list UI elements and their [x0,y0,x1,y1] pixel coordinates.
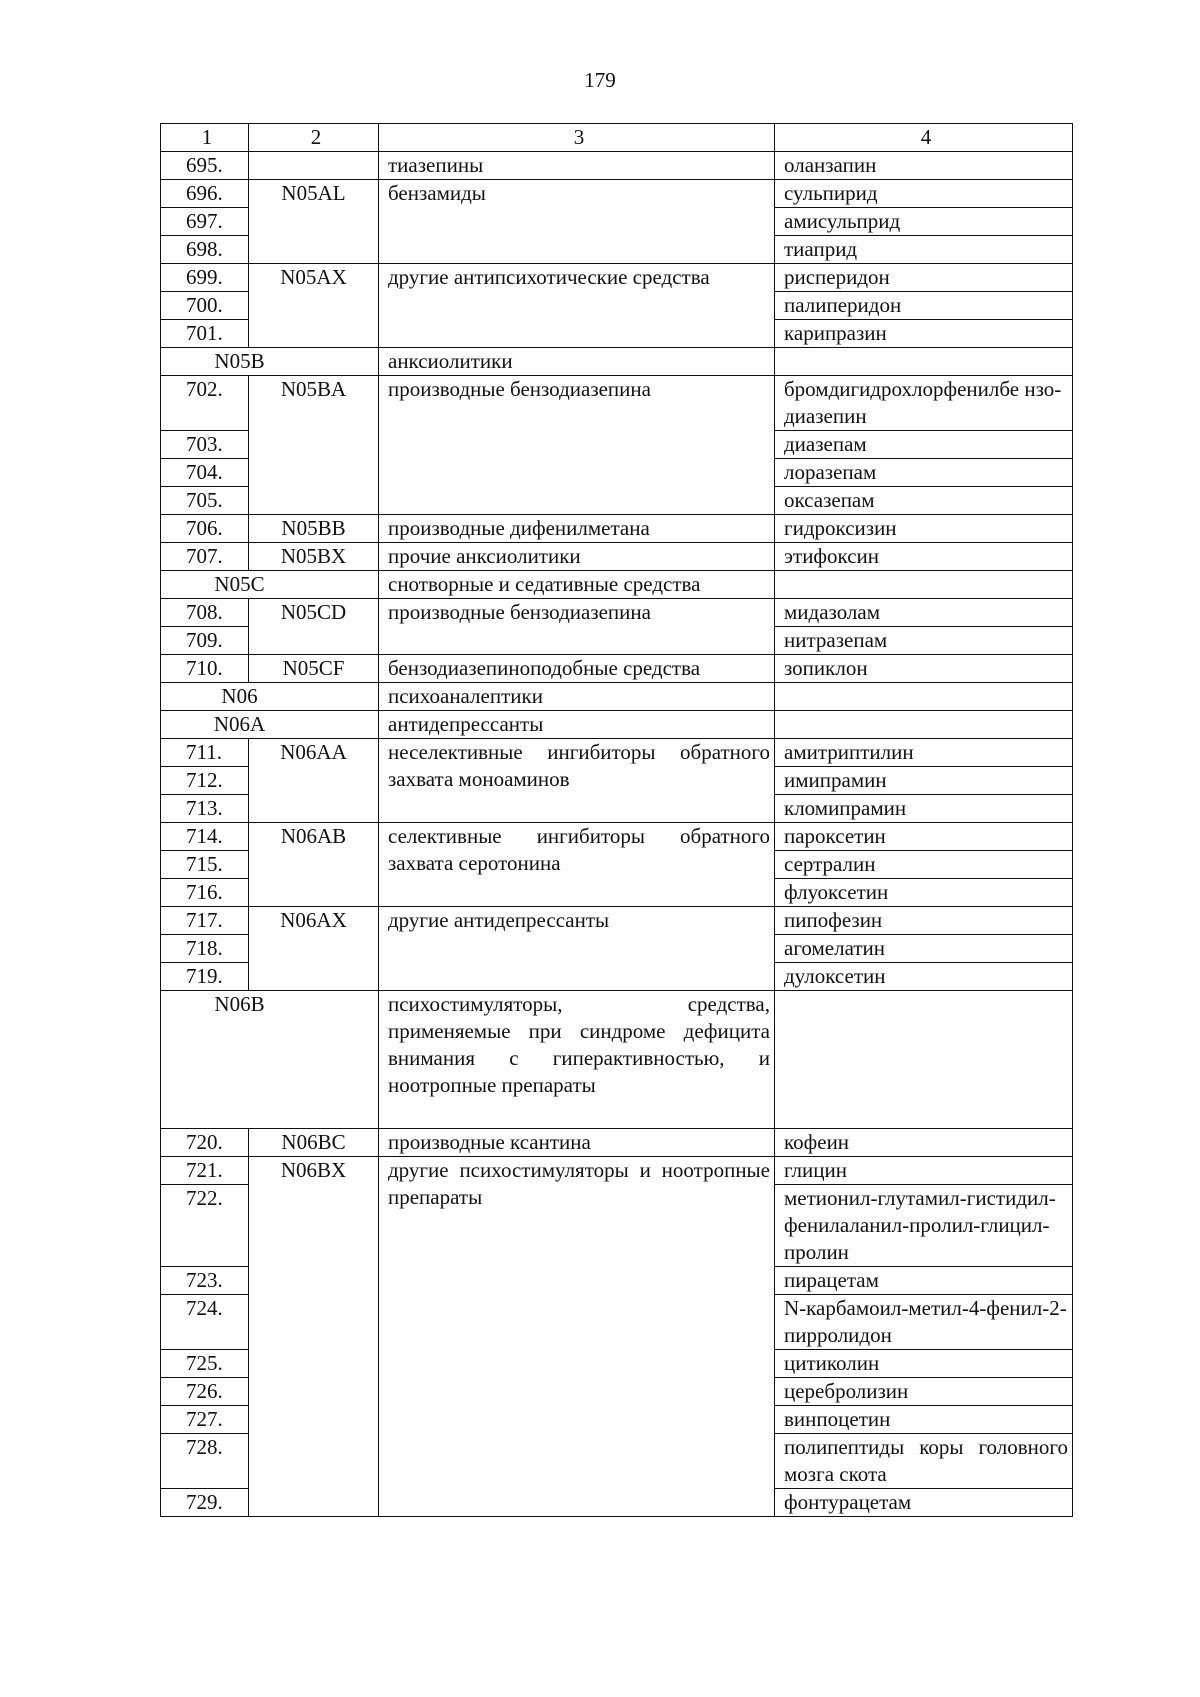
drug-name: нитразепам [775,627,1073,655]
table-row [161,180,1073,208]
group-row [161,991,1073,1129]
atc-code: N06BC [249,1129,379,1157]
drug-name: оксазепам [775,487,1073,515]
header-cell-1: 1 [161,124,249,152]
page-number: 179 [584,68,616,92]
drug-name [775,991,1073,1129]
group-code: N05C [161,571,379,599]
row-number: 725. [161,1350,249,1378]
table-row [161,543,1073,571]
group-code: N05B [161,348,379,376]
group-code: N06B [161,991,379,1129]
atc-code: N06AB [249,823,379,907]
table-row [161,264,1073,292]
table-row [161,1157,1073,1185]
drug-name: сертралин [775,851,1073,879]
table-row [161,823,1073,851]
row-number: 717. [161,907,249,935]
drug-name: N-карбамоил-метил-4-фенил-2-пирролидон [775,1295,1073,1350]
row-number: 699. [161,264,249,292]
atc-code [249,152,379,180]
group-row [161,683,1073,711]
group-name: анксиолитики [379,348,775,376]
drug-name: тиаприд [775,236,1073,264]
group-name: психоаналептики [379,683,775,711]
header-cell-2: 2 [249,124,379,152]
row-number: 718. [161,935,249,963]
drug-name: кломипрамин [775,795,1073,823]
row-number: 706. [161,515,249,543]
drug-name: рисперидон [775,264,1073,292]
drug-name: палиперидон [775,292,1073,320]
drug-name: сульпирид [775,180,1073,208]
group-row [161,571,1073,599]
group-name: снотворные и седативные средства [379,571,775,599]
group-name: антидепрессанты [379,711,775,739]
row-number: 709. [161,627,249,655]
atc-code: N05CF [249,655,379,683]
row-number: 702. [161,376,249,431]
drug-name: зопиклон [775,655,1073,683]
group-name: неселективные ингибиторы обратного захвата моноаминов [379,739,775,823]
group-name: психостимуляторы, средства, применяемые при синдроме дефицита внимания с гиперактивностью, и ноотропные препараты [379,991,775,1129]
drug-name: мидазолам [775,599,1073,627]
drug-classification-table [160,123,1073,1517]
drug-name: пирацетам [775,1267,1073,1295]
table-row [161,515,1073,543]
drug-name: дулоксетин [775,963,1073,991]
atc-code: N06AA [249,739,379,823]
group-code: N06A [161,711,379,739]
row-number: 700. [161,292,249,320]
group-name: бензодиазепиноподобные средства [379,655,775,683]
row-number: 724. [161,1295,249,1350]
group-row [161,711,1073,739]
drug-name: глицин [775,1157,1073,1185]
atc-code: N05BB [249,515,379,543]
drug-name [775,683,1073,711]
header-cell-4: 4 [775,124,1073,152]
row-number: 703. [161,431,249,459]
drug-name: пароксетин [775,823,1073,851]
drug-name: фонтурацетам [775,1489,1073,1517]
row-number: 719. [161,963,249,991]
drug-name: метионил-глутамил-гистидил-фенилаланил-пролил-глицил-пролин [775,1185,1073,1267]
row-number: 698. [161,236,249,264]
drug-name: флуоксетин [775,879,1073,907]
row-number: 714. [161,823,249,851]
table-row [161,152,1073,180]
row-number: 713. [161,795,249,823]
drug-name: гидроксизин [775,515,1073,543]
drug-name: карипразин [775,320,1073,348]
drug-name: амисульприд [775,208,1073,236]
atc-code: N05AL [249,180,379,264]
table-row [161,376,1073,431]
atc-code: N05BX [249,543,379,571]
row-number: 708. [161,599,249,627]
table-row [161,599,1073,627]
drug-name: имипрамин [775,767,1073,795]
row-number: 697. [161,208,249,236]
drug-name: амитриптилин [775,739,1073,767]
drug-name: бромдигидрохлорфенилбе нзо-диазепин [775,376,1073,431]
row-number: 695. [161,152,249,180]
drug-name [775,711,1073,739]
row-number: 726. [161,1378,249,1406]
drug-name: винпоцетин [775,1406,1073,1434]
group-row [161,348,1073,376]
atc-code: N05BA [249,376,379,515]
table-header-row [161,124,1073,152]
row-number: 705. [161,487,249,515]
drug-name: диазепам [775,431,1073,459]
row-number: 728. [161,1434,249,1489]
row-number: 715. [161,851,249,879]
drug-name: цитиколин [775,1350,1073,1378]
drug-name [775,571,1073,599]
drug-name: лоразепам [775,459,1073,487]
atc-code: N05AX [249,264,379,348]
row-number: 722. [161,1185,249,1267]
row-number: 707. [161,543,249,571]
group-name: тиазепины [379,152,775,180]
row-number: 721. [161,1157,249,1185]
drug-name: кофеин [775,1129,1073,1157]
group-name: производные бензодиазепина [379,376,775,515]
atc-code: N06BX [249,1157,379,1517]
drug-name [775,348,1073,376]
group-name: производные дифенилметана [379,515,775,543]
table-row [161,655,1073,683]
group-name: прочие анксиолитики [379,543,775,571]
row-number: 710. [161,655,249,683]
atc-code: N06AX [249,907,379,991]
row-number: 716. [161,879,249,907]
drug-name: церебролизин [775,1378,1073,1406]
group-code: N06 [161,683,379,711]
atc-code: N05CD [249,599,379,655]
table-row [161,739,1073,767]
row-number: 727. [161,1406,249,1434]
row-number: 711. [161,739,249,767]
row-number: 696. [161,180,249,208]
group-name: другие антидепрессанты [379,907,775,991]
drug-name: пипофезин [775,907,1073,935]
drug-name: полипептиды коры головного мозга скота [775,1434,1073,1489]
drug-name: агомелатин [775,935,1073,963]
table-row [161,1129,1073,1157]
row-number: 723. [161,1267,249,1295]
group-name: производные ксантина [379,1129,775,1157]
group-name: другие антипсихотические средства [379,264,775,348]
header-cell-3: 3 [379,124,775,152]
row-number: 704. [161,459,249,487]
row-number: 729. [161,1489,249,1517]
row-number: 701. [161,320,249,348]
drug-name: оланзапин [775,152,1073,180]
group-name: селективные ингибиторы обратного захвата серотонина [379,823,775,907]
row-number: 712. [161,767,249,795]
group-name: другие психостимуляторы и ноотропные препараты [379,1157,775,1517]
table-row [161,907,1073,935]
drug-name: этифоксин [775,543,1073,571]
row-number: 720. [161,1129,249,1157]
group-name: бензамиды [379,180,775,264]
group-name: производные бензодиазепина [379,599,775,655]
